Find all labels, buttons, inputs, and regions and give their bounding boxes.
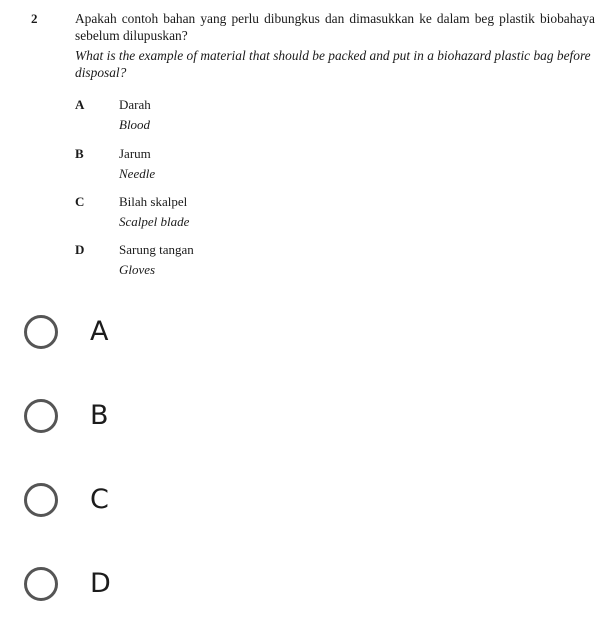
- choice-english: Needle: [119, 166, 156, 181]
- choice-english: Scalpel blade: [119, 214, 190, 229]
- choice-c: [75, 194, 375, 234]
- answer-option-b[interactable]: [22, 397, 222, 441]
- question-image: [0, 0, 614, 290]
- choice-letter: C: [75, 194, 85, 209]
- question-number: 2: [31, 11, 38, 26]
- choice-letter: A: [75, 97, 85, 112]
- choice-d: [75, 242, 375, 282]
- choice-malay: Jarum: [119, 146, 151, 161]
- choice-malay: Bilah skalpel: [119, 194, 188, 209]
- choice-malay: Sarung tangan: [119, 242, 194, 257]
- question-text-english: What is the example of material that should be packed and put in a biohazard plastic bag before disposal?: [75, 48, 591, 80]
- answer-option-d[interactable]: [22, 565, 222, 609]
- radio-button[interactable]: [24, 483, 58, 517]
- radio-button[interactable]: [24, 399, 58, 433]
- choice-malay: Darah: [119, 97, 151, 112]
- choice-english: Gloves: [119, 262, 156, 277]
- choice-letter: D: [75, 242, 85, 257]
- choice-letter: B: [75, 146, 84, 161]
- answer-option-c[interactable]: [22, 481, 222, 525]
- choice-b: [75, 146, 375, 186]
- option-label: C: [90, 484, 109, 515]
- radio-button[interactable]: [24, 315, 58, 349]
- question-text-malay: Apakah contoh bahan yang perlu dibungkus dan dimasukkan ke dalam beg plastik biobahaya sebelum dilupuskan?: [75, 11, 595, 43]
- option-label: B: [90, 400, 109, 431]
- choice-english: Blood: [119, 117, 151, 132]
- choice-a: [75, 97, 375, 137]
- radio-button[interactable]: [24, 567, 58, 601]
- answer-option-a[interactable]: [22, 313, 222, 357]
- option-label: D: [90, 568, 111, 599]
- option-label: A: [90, 316, 109, 347]
